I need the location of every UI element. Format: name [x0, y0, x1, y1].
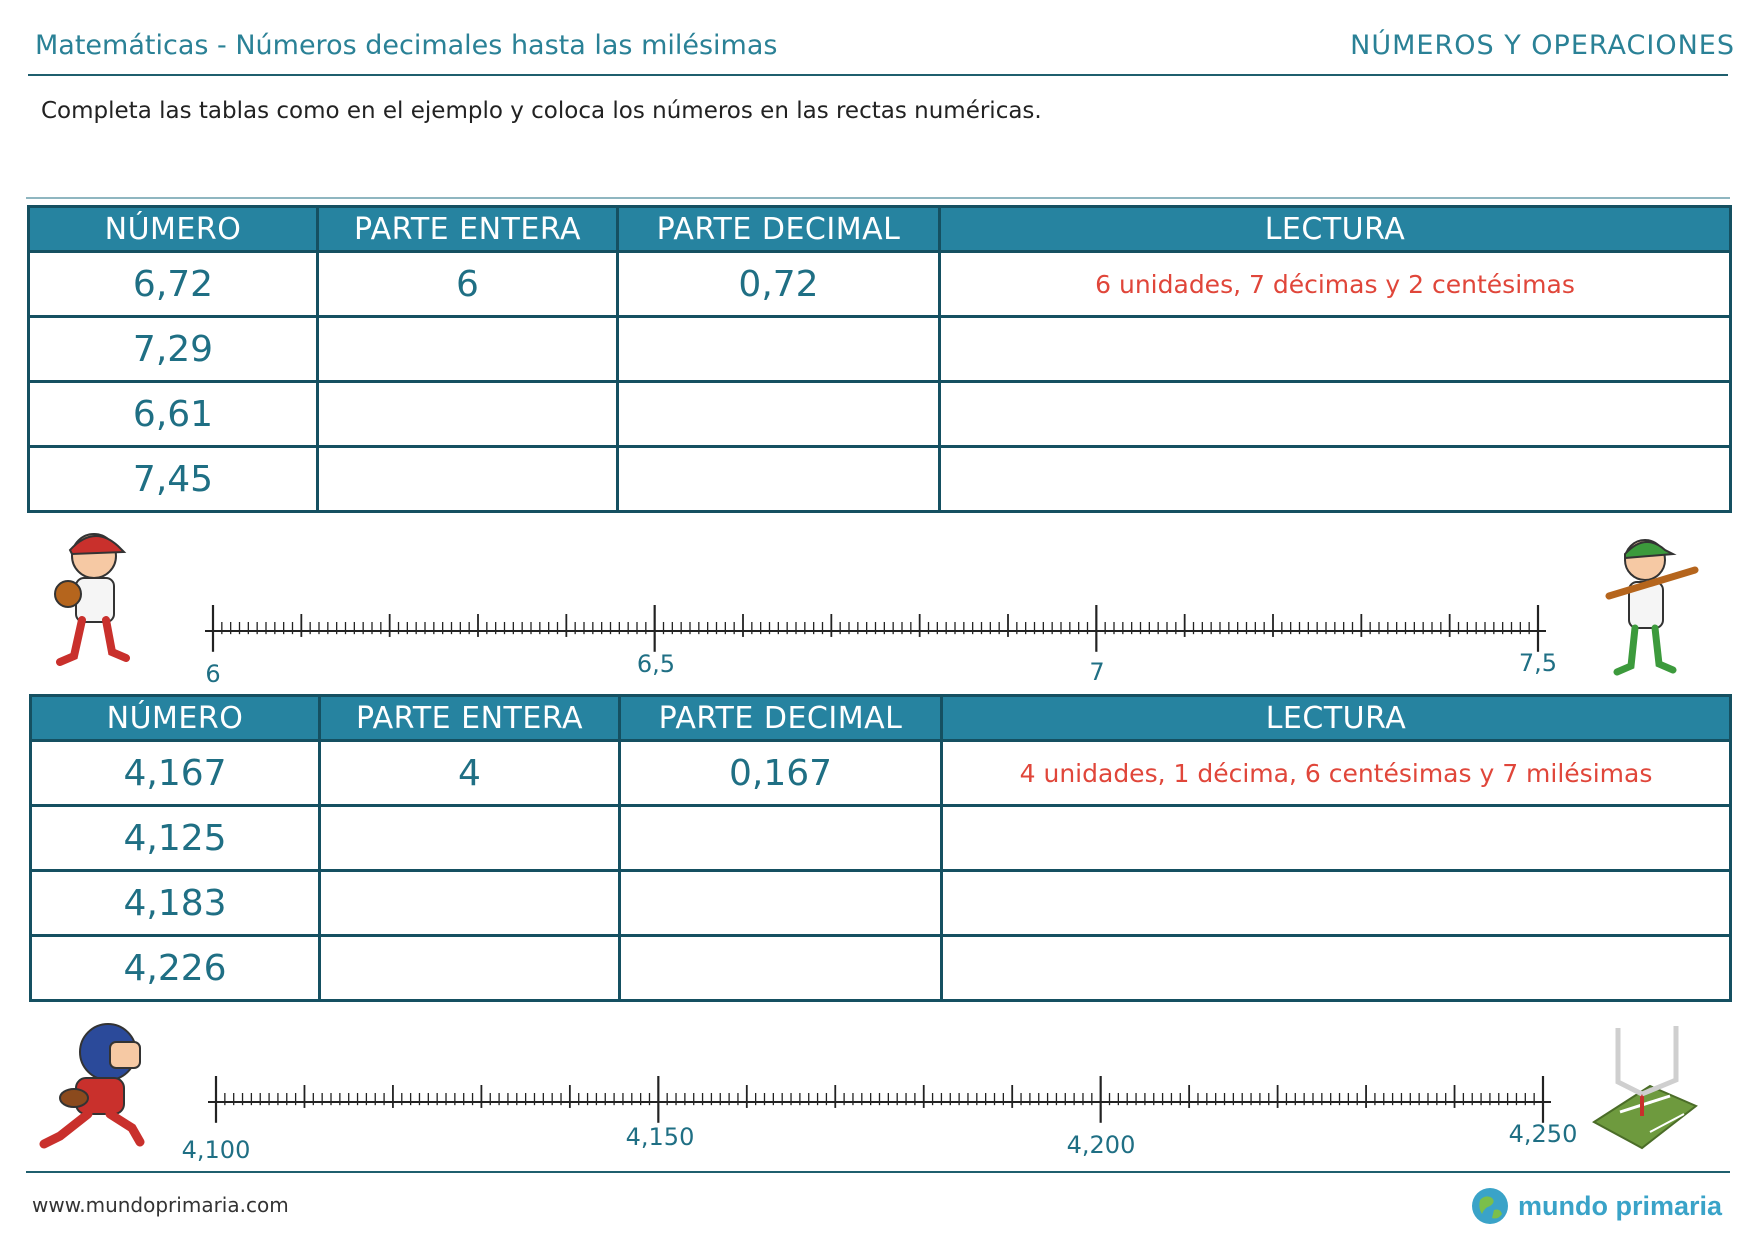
number-line-label: 4,100 [181, 1136, 251, 1164]
parte-entera-cell[interactable] [320, 871, 620, 936]
header-parte-decimal: PARTE DECIMAL [620, 696, 942, 741]
football-field-goal-icon [1590, 1024, 1700, 1152]
parte-decimal-cell[interactable] [618, 317, 940, 382]
numero-cell: 4,183 [31, 871, 320, 936]
parte-entera-cell[interactable] [320, 936, 620, 1001]
header-numero: NÚMERO [31, 696, 320, 741]
number-line-label: 4,200 [1066, 1131, 1136, 1159]
numero-cell: 7,29 [29, 317, 318, 382]
numero-cell: 6,72 [29, 252, 318, 317]
parte-entera-cell: 6 [318, 252, 618, 317]
football-player-icon [36, 1018, 164, 1150]
parte-decimal-cell[interactable] [618, 447, 940, 512]
number-line-label: 4,250 [1508, 1120, 1578, 1148]
table-row [31, 741, 1731, 806]
footer-divider [26, 1171, 1730, 1173]
header-numero: NÚMERO [29, 207, 318, 252]
numero-cell: 7,45 [29, 447, 318, 512]
number-line-label: 7 [1089, 658, 1105, 686]
header-parte-entera: PARTE ENTERA [320, 696, 620, 741]
lectura-cell[interactable] [942, 936, 1731, 1001]
parte-decimal-cell[interactable] [620, 936, 942, 1001]
header-parte-entera: PARTE ENTERA [318, 207, 618, 252]
numero-cell: 4,167 [31, 741, 320, 806]
numero-cell: 4,125 [31, 806, 320, 871]
number-line-1-ticks [205, 605, 1546, 652]
parte-decimal-cell: 0,167 [620, 741, 942, 806]
header-lectura: LECTURA [940, 207, 1731, 252]
table-row [29, 447, 1731, 512]
brand-logo[interactable] [1470, 1184, 1740, 1228]
number-line-2-ticks [208, 1076, 1551, 1123]
worksheet-title: Matemáticas - Números decimales hasta las milésimas [35, 30, 778, 61]
parte-decimal-cell[interactable] [620, 871, 942, 936]
parte-decimal-cell[interactable] [620, 806, 942, 871]
parte-entera-cell[interactable] [318, 382, 618, 447]
table-decimals-hundredths [27, 205, 1732, 513]
lectura-cell[interactable] [942, 806, 1731, 871]
lectura-cell[interactable] [942, 871, 1731, 936]
table-row [31, 871, 1731, 936]
number-line-label: 4,150 [625, 1123, 695, 1151]
table1-top-rule [26, 197, 1730, 199]
table-decimals-thousandths [29, 694, 1732, 1002]
numero-cell: 4,226 [31, 936, 320, 1001]
instruction-text: Completa las tablas como en el ejemplo y coloca los números en las rectas numéricas. [41, 98, 1042, 124]
section-title: NÚMEROS Y OPERACIONES [1350, 30, 1735, 61]
header-parte-decimal: PARTE DECIMAL [618, 207, 940, 252]
number-line-label: 6,5 [636, 650, 676, 678]
parte-decimal-cell[interactable] [618, 382, 940, 447]
parte-entera-cell[interactable] [320, 806, 620, 871]
table-header-row [31, 696, 1731, 741]
parte-entera-cell[interactable] [318, 317, 618, 382]
lectura-cell[interactable] [940, 382, 1731, 447]
footer-url[interactable]: www.mundoprimaria.com [32, 1193, 289, 1217]
number-line-label: 6 [205, 660, 221, 688]
header-lectura: LECTURA [942, 696, 1731, 741]
lectura-cell[interactable] [940, 447, 1731, 512]
parte-decimal-cell: 0,72 [618, 252, 940, 317]
parte-entera-cell: 4 [320, 741, 620, 806]
table-row [29, 317, 1731, 382]
lectura-cell: 4 unidades, 1 décima, 6 centésimas y 7 milésimas [942, 741, 1731, 806]
globe-icon [1470, 1186, 1510, 1226]
number-line-label: 7,5 [1518, 649, 1558, 677]
lectura-cell: 6 unidades, 7 décimas y 2 centésimas [940, 252, 1731, 317]
table-row [31, 806, 1731, 871]
baseball-batter-icon [1603, 530, 1699, 682]
baseball-catcher-icon [48, 520, 134, 672]
lectura-cell[interactable] [940, 317, 1731, 382]
numero-cell: 6,61 [29, 382, 318, 447]
table-row [29, 382, 1731, 447]
brand-name: mundo primaria [1518, 1190, 1723, 1221]
header-divider [28, 74, 1728, 76]
table-row [31, 936, 1731, 1001]
parte-entera-cell[interactable] [318, 447, 618, 512]
table-row [29, 252, 1731, 317]
table-header-row [29, 207, 1731, 252]
